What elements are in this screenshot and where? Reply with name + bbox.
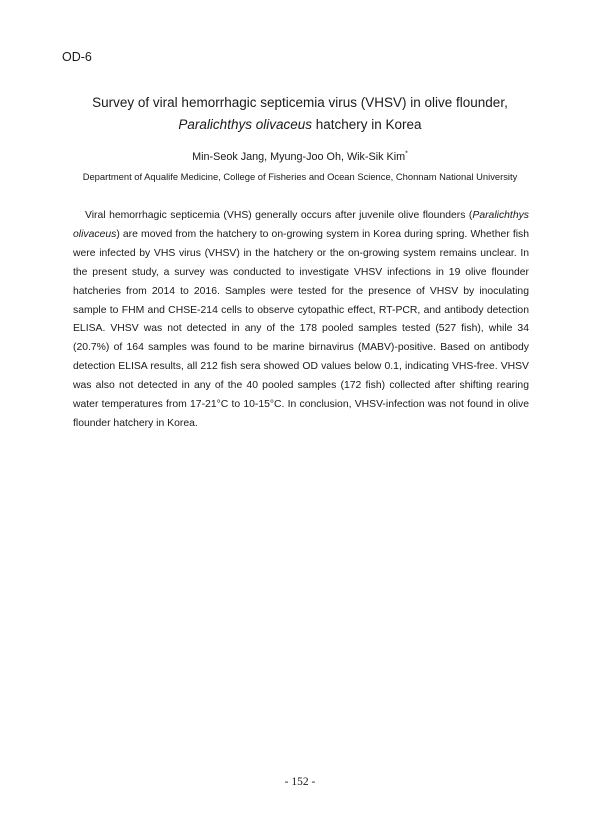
abstract-part-1: Viral hemorrhagic septicemia (VHS) generally occurs after juvenile olive flounders (: [85, 210, 473, 221]
author-list: [40, 151, 560, 163]
session-code: OD-6: [62, 50, 92, 64]
author-affiliation: Department of Aqualife Medicine, College of Fisheries and Ocean Science, Chonnam National University: [82, 171, 518, 182]
page-number: - 152 -: [284, 776, 316, 788]
title-species-name: Paralichthys olivaceus: [178, 117, 312, 132]
title-line-2: hatchery in Korea: [312, 117, 422, 132]
corresponding-author-mark: *: [405, 150, 408, 158]
abstract-species-name: Paralichthys olivaceus: [73, 210, 529, 240]
abstract-body: [73, 207, 529, 434]
title-line-1: Survey of viral hemorrhagic septicemia virus (VHSV) in olive flounder,: [92, 95, 508, 110]
author-names: Min-Seok Jang, Myung-Joo Oh, Wik-Sik Kim: [192, 151, 406, 163]
paper-title: [40, 92, 560, 136]
abstract-part-2: ) are moved from the hatchery to on-growing system in Korea during spring. Whether fish were infected by VHS virus (VHSV) in the hatchery or the on-growing system remains unclear. In the present study, a survey was conducted to investigate VHSV infections in 19 olive flounder hatcheries from 2014 to 2016. Samples were tested for the presence of VHSV by inoculating sample to FHM and CHSE-214 cells to observe cytopathic effect, RT-PCR, and antibody detection ELISA. VHSV was not detected in any of the 178 pooled samples tested (527 fish), while 34 (20.7%) of 164 samples was found to be marine birnavirus (MABV)-positive. Based on antibody detection ELISA results, all 212 fish sera showed OD values below 0.1, indicating VHS-free. VHSV was also not detected in any of the 40 pooled samples (172 fish) collected after shifting rearing water temperatures from 17-21°C to 10-15°C. In conclusion, VHSV-infection was not found in olive flounder hatchery in Korea.: [73, 228, 529, 429]
